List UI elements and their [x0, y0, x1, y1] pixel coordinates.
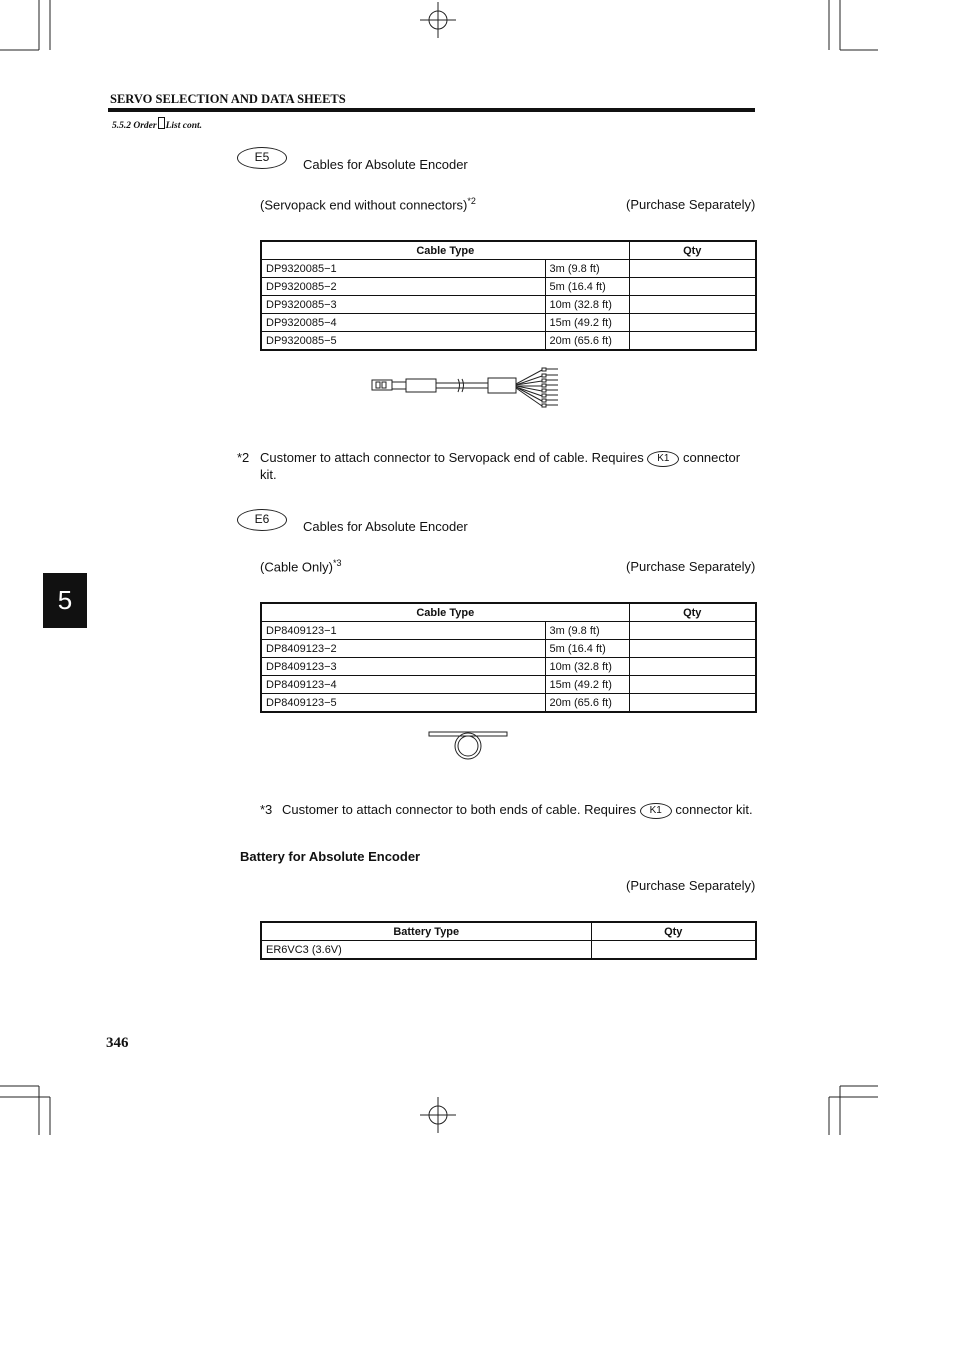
qty-cell[interactable]: [629, 676, 756, 694]
note-3-mark: *3: [260, 802, 273, 817]
table-row: DP8409123−2 5m (16.4 ft): [261, 640, 756, 658]
qty-cell[interactable]: [591, 941, 756, 960]
e6-col-cable-type: Cable Type: [261, 603, 629, 622]
table-row: DP9320085−1 3m (9.8 ft): [261, 260, 756, 278]
qty-cell[interactable]: [629, 658, 756, 676]
table-row: DP9320085−4 15m (49.2 ft): [261, 314, 756, 332]
k1-badge: K1: [647, 451, 679, 467]
battery-purchase-note: (Purchase Separately): [626, 878, 756, 893]
e5-col-qty: Qty: [629, 241, 756, 260]
e5-col-cable-type: Cable Type: [261, 241, 629, 260]
qty-cell[interactable]: [629, 622, 756, 640]
page-number: 346: [106, 1035, 129, 1051]
table-row: DP9320085−5 20m (65.6 ft): [261, 332, 756, 351]
e5-purchase-note: (Purchase Separately): [626, 197, 756, 212]
e6-purchase-note: (Purchase Separately): [626, 559, 756, 574]
qty-cell[interactable]: [629, 640, 756, 658]
table-row: DP8409123−3 10m (32.8 ft): [261, 658, 756, 676]
battery-col-qty: Qty: [591, 922, 756, 941]
subsection-label: 5.5.2 Order List cont.: [112, 117, 202, 131]
note-3: Customer to attach connector to both ends of cable. Requires K1 connector kit.: [282, 802, 753, 817]
e6-subtitle: (Cable Only)$^{*3}$: [260, 558, 342, 575]
battery-heading: Battery for Absolute Encoder: [240, 849, 421, 864]
e5-cable-table: [260, 240, 757, 351]
table-row: DP9320085−2 5m (16.4 ft): [261, 278, 756, 296]
qty-cell[interactable]: [629, 260, 756, 278]
e5-badge: E5: [237, 147, 287, 169]
e6-badge: E6: [237, 509, 287, 531]
qty-cell[interactable]: [629, 278, 756, 296]
section-title: SERVO SELECTION AND DATA SHEETS: [110, 92, 346, 106]
note-2-mark: *2: [237, 450, 250, 465]
e5-subtitle: (Servopack end without connectors)$^{*2}$: [260, 196, 476, 213]
e6-col-qty: Qty: [629, 603, 756, 622]
e6-cable-table: [260, 602, 757, 713]
qty-cell[interactable]: [629, 314, 756, 332]
k1-badge: K1: [640, 803, 672, 819]
battery-col-type: Battery Type: [261, 922, 591, 941]
e5-title: Cables for Absolute Encoder: [303, 157, 468, 172]
battery-table: [260, 921, 757, 960]
note-2: Customer to attach connector to Servopack end of cable. Requires K1 connector kit.: [260, 450, 741, 482]
qty-cell[interactable]: [629, 332, 756, 351]
e5-cable-illustration: [368, 364, 564, 410]
table-row: DP8409123−5 20m (65.6 ft): [261, 694, 756, 713]
table-row: ER6VC3 (3.6V): [261, 941, 756, 960]
table-row: DP8409123−1 3m (9.8 ft): [261, 622, 756, 640]
qty-cell[interactable]: [629, 296, 756, 314]
e6-title: Cables for Absolute Encoder: [303, 519, 468, 534]
qty-cell[interactable]: [629, 694, 756, 713]
chapter-tab: 5: [43, 573, 87, 628]
header-rule: [108, 108, 755, 112]
e6-cable-coil-illustration: [426, 728, 512, 762]
table-row: DP9320085−3 10m (32.8 ft): [261, 296, 756, 314]
table-row: DP8409123−4 15m (49.2 ft): [261, 676, 756, 694]
